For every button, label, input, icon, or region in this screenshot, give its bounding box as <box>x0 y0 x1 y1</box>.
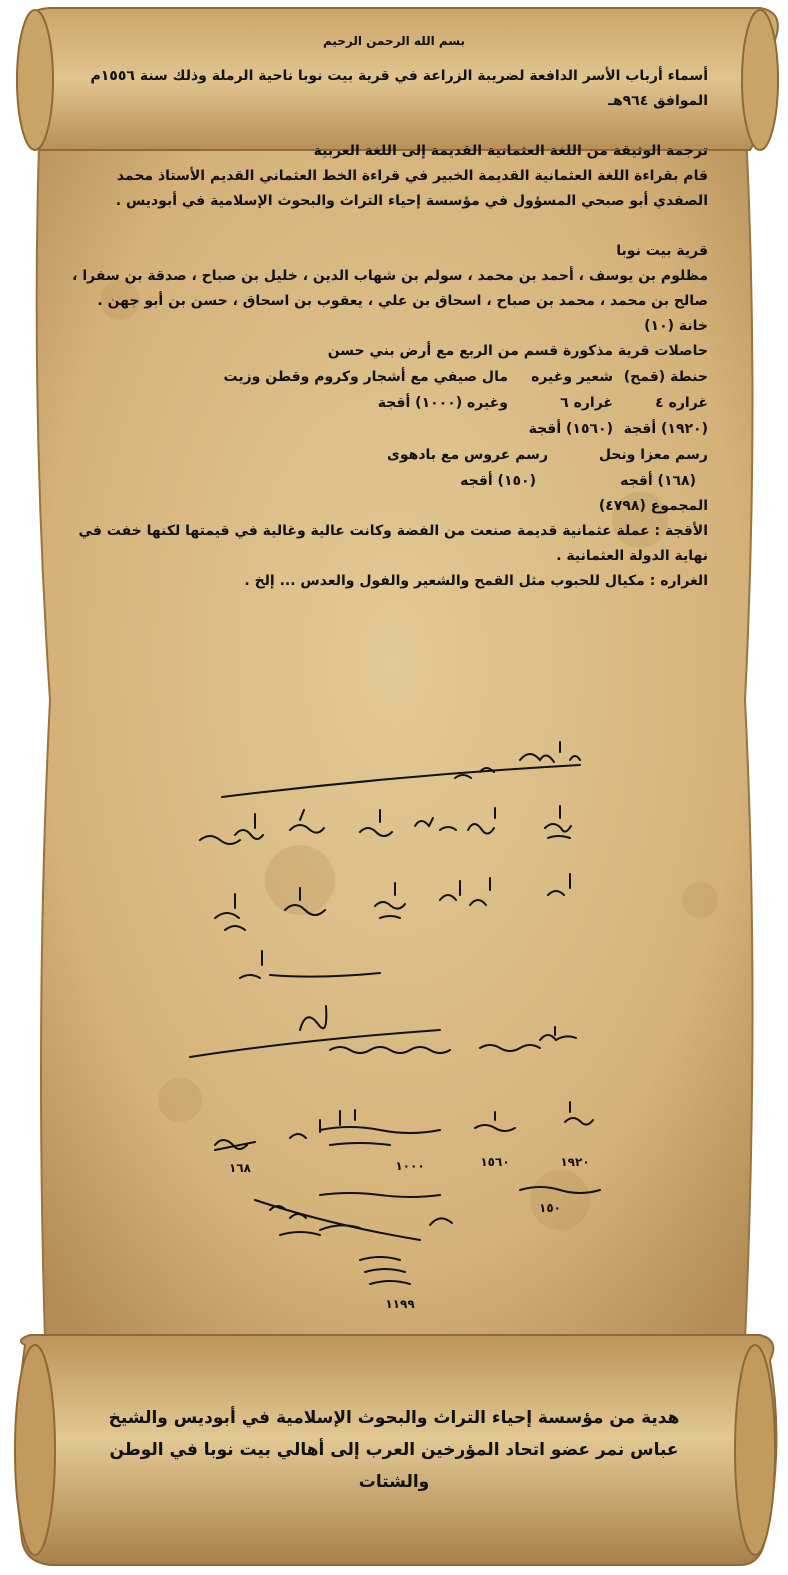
document-title: أسماء أرباب الأسر الدافعة لضريبة الزراعة في قرية بيت نوبا ناحية الرملة وذلك سنة ١٥٥٦م الموافق ٩٦٤هـ <box>90 68 708 109</box>
crop-barley: شعير وغيره <box>531 369 613 385</box>
numeral-1560: ١٥٦٠ <box>480 1155 510 1169</box>
translation-note: قام بقراءة اللغة العثمانية القديمة الخبير في قراءة الخط العثماني القديم الأستاذ محمد الصفدي أبو صبحي المسؤول في مؤسسة إحياء التراث والبحوث الإسلامية في أبوديس . <box>115 168 708 209</box>
khana-count: خانة (١٠) <box>644 318 708 334</box>
measure-barley: غراره ٦ <box>560 395 613 411</box>
ghirara-note: الغراره : مكيال للحبوب مثل القمح والشعير والفول والعدس ... إلخ . <box>244 573 708 589</box>
basmala: بسم الله الرحمن الرحيم <box>322 34 466 48</box>
numeral-1000: ١٠٠٠ <box>395 1159 425 1173</box>
total: المجموع (٤٧٩٨) <box>598 498 708 514</box>
dedication-text: هدية من مؤسسة إحياء التراث والبحوث الإسلامية في أبوديس والشيخ عباس نمر عضو اتحاد المؤرخين العرب إلى أهالي بيت نوبا في الوطن والشتات <box>108 1408 680 1492</box>
numeral-168: ١٦٨ <box>229 1161 251 1175</box>
numeral-1920: ١٩٢٠ <box>560 1155 590 1169</box>
crop-summer: مال صيفي مع أشجار وكروم وقطن وزيت <box>223 369 508 385</box>
revenues-line: حاصلات قرية مذكورة قسم من الربع مع أرض بني حسن <box>327 343 708 359</box>
fee-value-1: (١٦٨) أقجه <box>620 473 696 489</box>
value-wheat: (١٩٢٠) أقجة <box>623 421 708 437</box>
akce-note: الأقجة : عملة عثمانية قديمة صنعت من الفضة وكانت عالية وغالية في قيمتها لكنها خفت في نهاية الدولة العثمانية . <box>78 523 708 564</box>
village-heading: قرية بيت نوبا <box>616 243 708 259</box>
measure-other: وغيره (١٠٠٠) أقجة <box>377 395 508 411</box>
numeral-150: ١٥٠ <box>539 1201 561 1215</box>
family-names: مظلوم بن يوسف ، أحمد بن محمد ، سولم بن شهاب الدين ، خليل بن صباح ، صدقة بن سفرا ، صالح بن محمد ، محمد بن صباح ، اسحاق بن علي ، يعقوب بن اسحاق ، حسن بن أبو جهن . <box>72 268 708 309</box>
crop-wheat: حنطة (قمح) <box>623 369 708 385</box>
fee-bride: رسم عروس مع بادهوى <box>387 447 548 463</box>
fee-value-2: (١٥٠) أقجه <box>460 473 536 489</box>
numeral-1199: ١١٩٩ <box>385 1297 415 1311</box>
fee-goats-bees: رسم معزا ونحل <box>598 447 708 463</box>
measure-wheat: غراره ٤ <box>655 395 708 411</box>
value-barley: (١٥٦٠) أقجة <box>528 421 613 437</box>
translation-heading: ترجمة الوثيقة من اللغة العثمانية القديمة إلى اللغة العربية <box>313 143 708 159</box>
